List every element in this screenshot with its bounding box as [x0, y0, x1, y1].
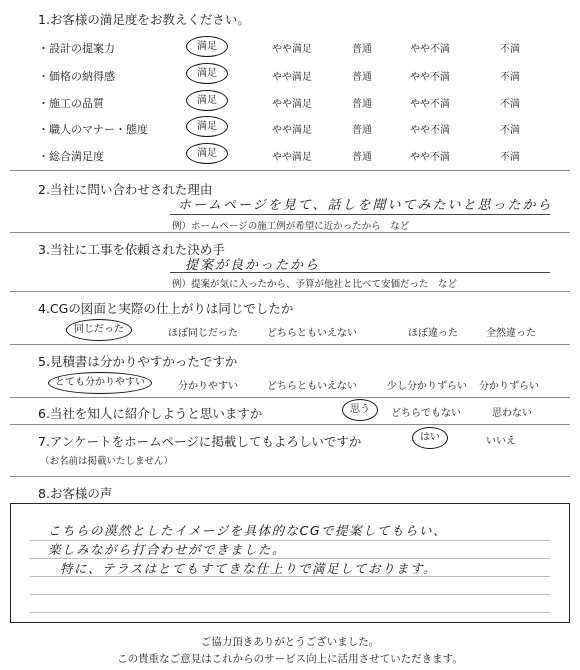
q2-handwritten-answer[interactable]: ホームページを見て、話しを聞いてみたいと思ったから [178, 198, 553, 213]
q2-title: 2.当社に問い合わせされた理由 [38, 182, 213, 197]
q3-handwritten-answer[interactable]: 提案が良かったから [185, 258, 321, 273]
q5-option-neither[interactable]: どちらともいえない [267, 381, 357, 392]
q1-option-somewhat-satisfied[interactable]: やや満足 [272, 125, 312, 136]
q1-option-somewhat-dissatisfied[interactable]: やや不満 [410, 125, 450, 136]
q1-option-somewhat-dissatisfied[interactable]: やや不満 [410, 72, 450, 83]
q8-comment-line-1: こちらの漠然としたイメージを具体的なCGで提案してもらい、 [48, 523, 448, 538]
footer-thanks: ご協力頂きありがとうございました。 [200, 636, 380, 648]
ruled-line [30, 594, 550, 595]
divider [10, 397, 570, 398]
q1-option-somewhat-satisfied[interactable]: やや満足 [272, 99, 312, 110]
q1-option-dissatisfied[interactable]: 不満 [500, 44, 520, 55]
q8-title: 8.お客様の声 [38, 486, 113, 501]
q4-option-neither[interactable]: どちらともいえない [267, 328, 357, 339]
q1-option-satisfied[interactable]: 満足 [186, 116, 228, 137]
q8-comment-line-2: 楽しみながら打合わせができました。 [48, 542, 287, 557]
q1-option-neutral[interactable]: 普通 [352, 152, 372, 163]
q7-note: （お名前は掲載いたしません） [40, 456, 174, 467]
footer-note: この貴重なご意見はこれからのサービス向上に活用させていただきます。 [117, 653, 463, 665]
q1-item-label: ・設計の提案力 [38, 42, 115, 55]
q1-option-neutral[interactable]: 普通 [352, 72, 372, 83]
q6-option-no[interactable]: 思わない [492, 408, 532, 419]
divider [10, 232, 570, 233]
q1-option-somewhat-satisfied[interactable]: やや満足 [272, 152, 312, 163]
q4-title: 4.CGの図面と実際の仕上がりは同じでしたか [38, 301, 294, 316]
q3-title: 3.当社に工事を依頼された決め手 [38, 242, 225, 257]
q5-option-clear[interactable]: 分かりやすい [178, 381, 238, 392]
q5-option-unclear[interactable]: 分かりずらい [479, 381, 539, 392]
q2-example: 例）ホームページの施工例が希望に近かったから など [172, 221, 410, 232]
q6-option-yes[interactable]: 思う [342, 399, 378, 421]
q1-option-neutral[interactable]: 普通 [352, 125, 372, 136]
divider [10, 476, 570, 477]
q1-option-satisfied[interactable]: 満足 [186, 36, 228, 57]
q4-option-totally-different[interactable]: 全然違った [486, 328, 536, 339]
divider [10, 170, 570, 171]
q3-example: 例）提案が気に入ったから、予算が他社と比べて安価だった など [172, 279, 458, 290]
q2-answer-underline [170, 214, 550, 215]
q1-item-label: ・価格の納得感 [38, 70, 115, 83]
q5-option-very-clear[interactable]: とても分かりやすい [48, 372, 152, 394]
q1-item-label: ・総合満足度 [38, 150, 104, 163]
q4-option-mostly-different[interactable]: ほぼ違った [408, 328, 458, 339]
divider [10, 344, 570, 345]
ruled-line [30, 612, 550, 613]
q1-option-dissatisfied[interactable]: 不満 [500, 125, 520, 136]
q7-option-yes[interactable]: はい [412, 427, 448, 449]
q1-option-dissatisfied[interactable]: 不満 [500, 152, 520, 163]
q1-item-label: ・職人のマナー・態度 [38, 123, 148, 136]
q5-option-a-bit-unclear[interactable]: 少し分かりずらい [387, 381, 467, 392]
q8-comment-line-3: 特に、テラスはとてもすてきな仕上りで満足しております。 [60, 561, 438, 576]
q6-title: 6.当社を知人に紹介しようと思いますか [38, 406, 263, 421]
q1-option-neutral[interactable]: 普通 [352, 44, 372, 55]
q1-option-somewhat-satisfied[interactable]: やや満足 [272, 72, 312, 83]
q4-option-almost-same[interactable]: ほぼ同じだった [168, 328, 238, 339]
q1-option-somewhat-satisfied[interactable]: やや満足 [272, 44, 312, 55]
q5-title: 5.見積書は分かりやすかったですか [38, 354, 238, 369]
q1-option-neutral[interactable]: 普通 [352, 99, 372, 110]
q1-title: 1.お客様の満足度をお教えください。 [38, 12, 250, 27]
q1-option-satisfied[interactable]: 満足 [186, 90, 228, 111]
q1-option-satisfied[interactable]: 満足 [186, 63, 228, 84]
q3-answer-underline [170, 272, 550, 273]
q1-option-satisfied[interactable]: 満足 [186, 143, 228, 164]
q4-option-same[interactable]: 同じだった [66, 319, 132, 341]
q7-title: 7.アンケートをホームページに掲載してもよろしいですか [38, 434, 362, 449]
q1-option-somewhat-dissatisfied[interactable]: やや不満 [410, 152, 450, 163]
q1-option-somewhat-dissatisfied[interactable]: やや不満 [410, 44, 450, 55]
divider [10, 291, 570, 292]
q1-option-dissatisfied[interactable]: 不満 [500, 72, 520, 83]
q6-option-neither[interactable]: どちらでもない [391, 408, 461, 419]
q7-option-no[interactable]: いいえ [486, 436, 516, 447]
divider [10, 424, 570, 425]
q1-option-somewhat-dissatisfied[interactable]: やや不満 [410, 99, 450, 110]
q1-option-dissatisfied[interactable]: 不満 [500, 99, 520, 110]
q1-item-label: ・施工の品質 [38, 97, 104, 110]
